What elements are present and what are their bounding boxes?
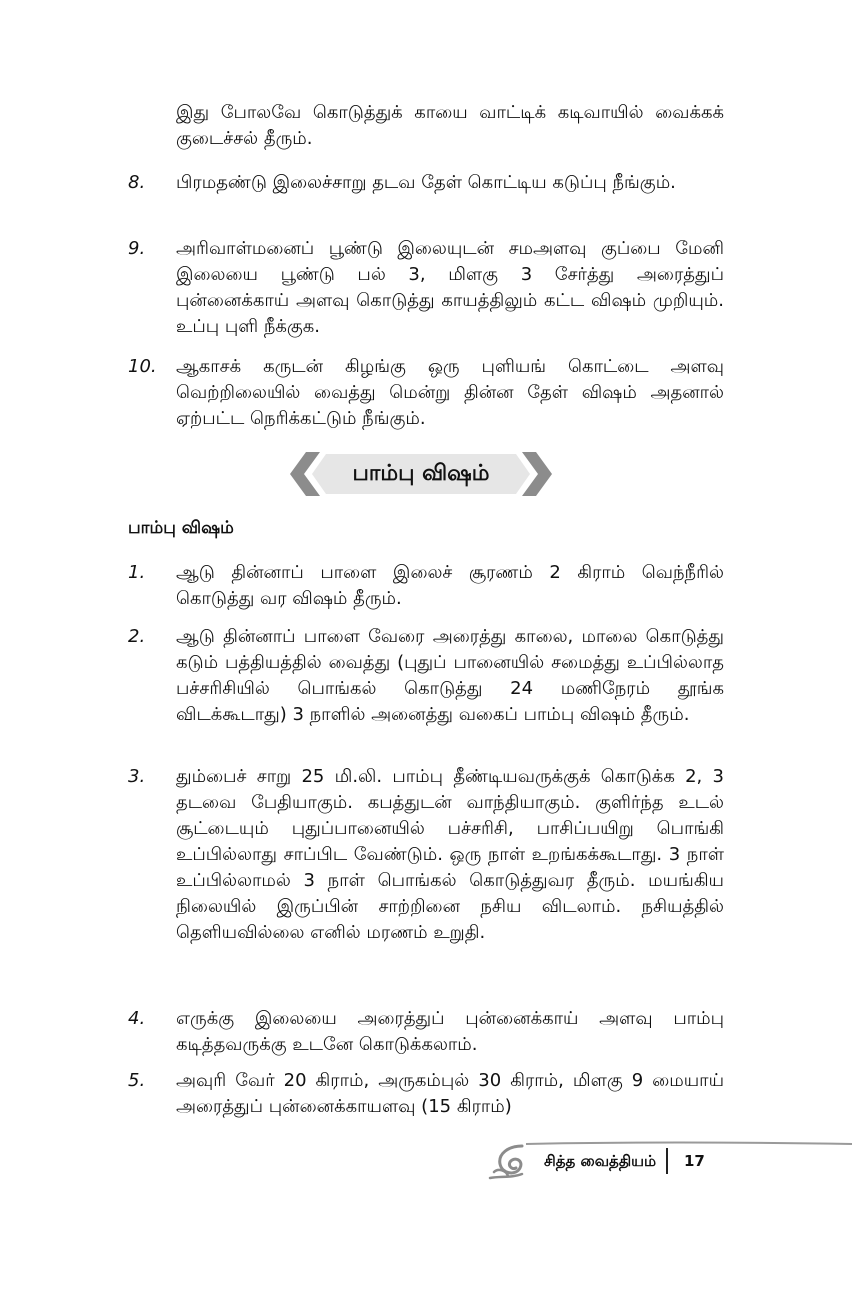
- item-text: அவுரி வேர் 20 கிராம், அருகம்புல் 30 கிராம், மிளகு 9 மையாய் அரைத்துப் புன்னைக்காயளவு (15 கிராம்): [176, 1070, 724, 1117]
- list-item-1: [128, 560, 724, 612]
- page-footer: [486, 1140, 852, 1184]
- item-number: 9.: [128, 238, 146, 259]
- item-text: பிரமதண்டு இலைச்சாறு தடவ தேள் கொட்டிய கடுப்பு நீங்கும்.: [176, 172, 676, 193]
- item-number: 2.: [128, 626, 146, 647]
- item-number: 8.: [128, 172, 146, 193]
- item-number: 1.: [128, 562, 146, 583]
- list-item-10: [128, 354, 724, 432]
- list-item-5: [128, 1068, 724, 1120]
- item-number: 3.: [128, 766, 146, 787]
- list-item-4: [128, 1006, 724, 1058]
- footer-divider: [666, 1148, 668, 1174]
- item-text: அரிவாள்மனைப் பூண்டு இலையுடன் சமஅளவு குப்பை மேனி இலையை பூண்டு பல் 3, மிளகு 3 சேர்த்து அரைத்துப் புன்னைக்காய் அளவு கொடுத்து காயத்திலும் கட்ட விஷம் முறியும். உப்பு புளி நீக்குக.: [176, 238, 724, 337]
- item-text: எருக்கு இலையை அரைத்துப் புன்னைக்காய் அளவு பாம்பு கடித்தவருக்கு உடனே கொடுக்கலாம்.: [176, 1008, 724, 1055]
- section-subheading: பாம்பு விஷம்: [128, 518, 234, 538]
- list-item-9: [128, 236, 724, 340]
- item-number: 10.: [128, 356, 157, 377]
- page-number: 17: [684, 1152, 705, 1170]
- banner-title: பாம்பு விஷம்: [352, 461, 490, 486]
- item-text: ஆகாசக் கருடன் கிழங்கு ஒரு புளியங் கொட்டை அளவு வெற்றிலையில் வைத்து மென்று தின்ன தேள் விஷம் அதனால் ஏற்பட்ட நெரிக்கட்டும் நீங்கும்.: [176, 356, 724, 429]
- item-text: ஆடு தின்னாப் பாளை இலைச் சூரணம் 2 கிராம் வெந்நீரில் கொடுத்து வர விஷம் தீரும்.: [176, 562, 724, 609]
- item-number: 5.: [128, 1070, 146, 1091]
- ornament-curl-icon: [486, 1140, 852, 1184]
- item-text: ஆடு தின்னாப் பாளை வேரை அரைத்து காலை, மாலை கொடுத்து கடும் பத்தியத்தில் வைத்து (புதுப் பானையில் சமைத்து உப்பில்லாத பச்சரிசியில் பொங்கல் கொடுத்து 24 மணிநேரம் தூங்க விடக்கூடாது) 3 நாளில் அனைத்து வகைப் பாம்பு விஷம் தீரும்.: [176, 626, 724, 725]
- running-title: சித்த வைத்தியம்: [544, 1152, 657, 1170]
- item-text: தும்பைச் சாறு 25 மி.லி. பாம்பு தீண்டியவருக்குக் கொடுக்க 2, 3 தடவை பேதியாகும். கபத்துடன் வாந்தியாகும். குளிர்ந்த உடல் சூட்டையும் புதுப்பானையில் பச்சரிசி, பாசிப்பயிறு பொங்கி உப்பில்லாது சாப்பிட வேண்டும். ஒரு நாள் உறங்கக்கூடாது. 3 நாள் உப்பில்லாமல் 3 நாள் பொங்கல் கொடுத்துவர தீரும். மயங்கிய நிலையில் இருப்பின் சாற்றினை நசிய விடலாம். நசியத்தில் தெளியவில்லை எனில் மரணம் உறுதி.: [176, 766, 724, 943]
- intro-paragraph: இது போலவே கொடுத்துக் காயை வாட்டிக் கடிவாயில் வைக்கக் குடைச்சல் தீரும்.: [176, 102, 724, 149]
- list-item-2: [128, 624, 724, 728]
- list-item-8: [128, 170, 724, 196]
- item-number: 4.: [128, 1008, 146, 1029]
- section-banner: [290, 452, 552, 496]
- list-item-3: [128, 764, 724, 946]
